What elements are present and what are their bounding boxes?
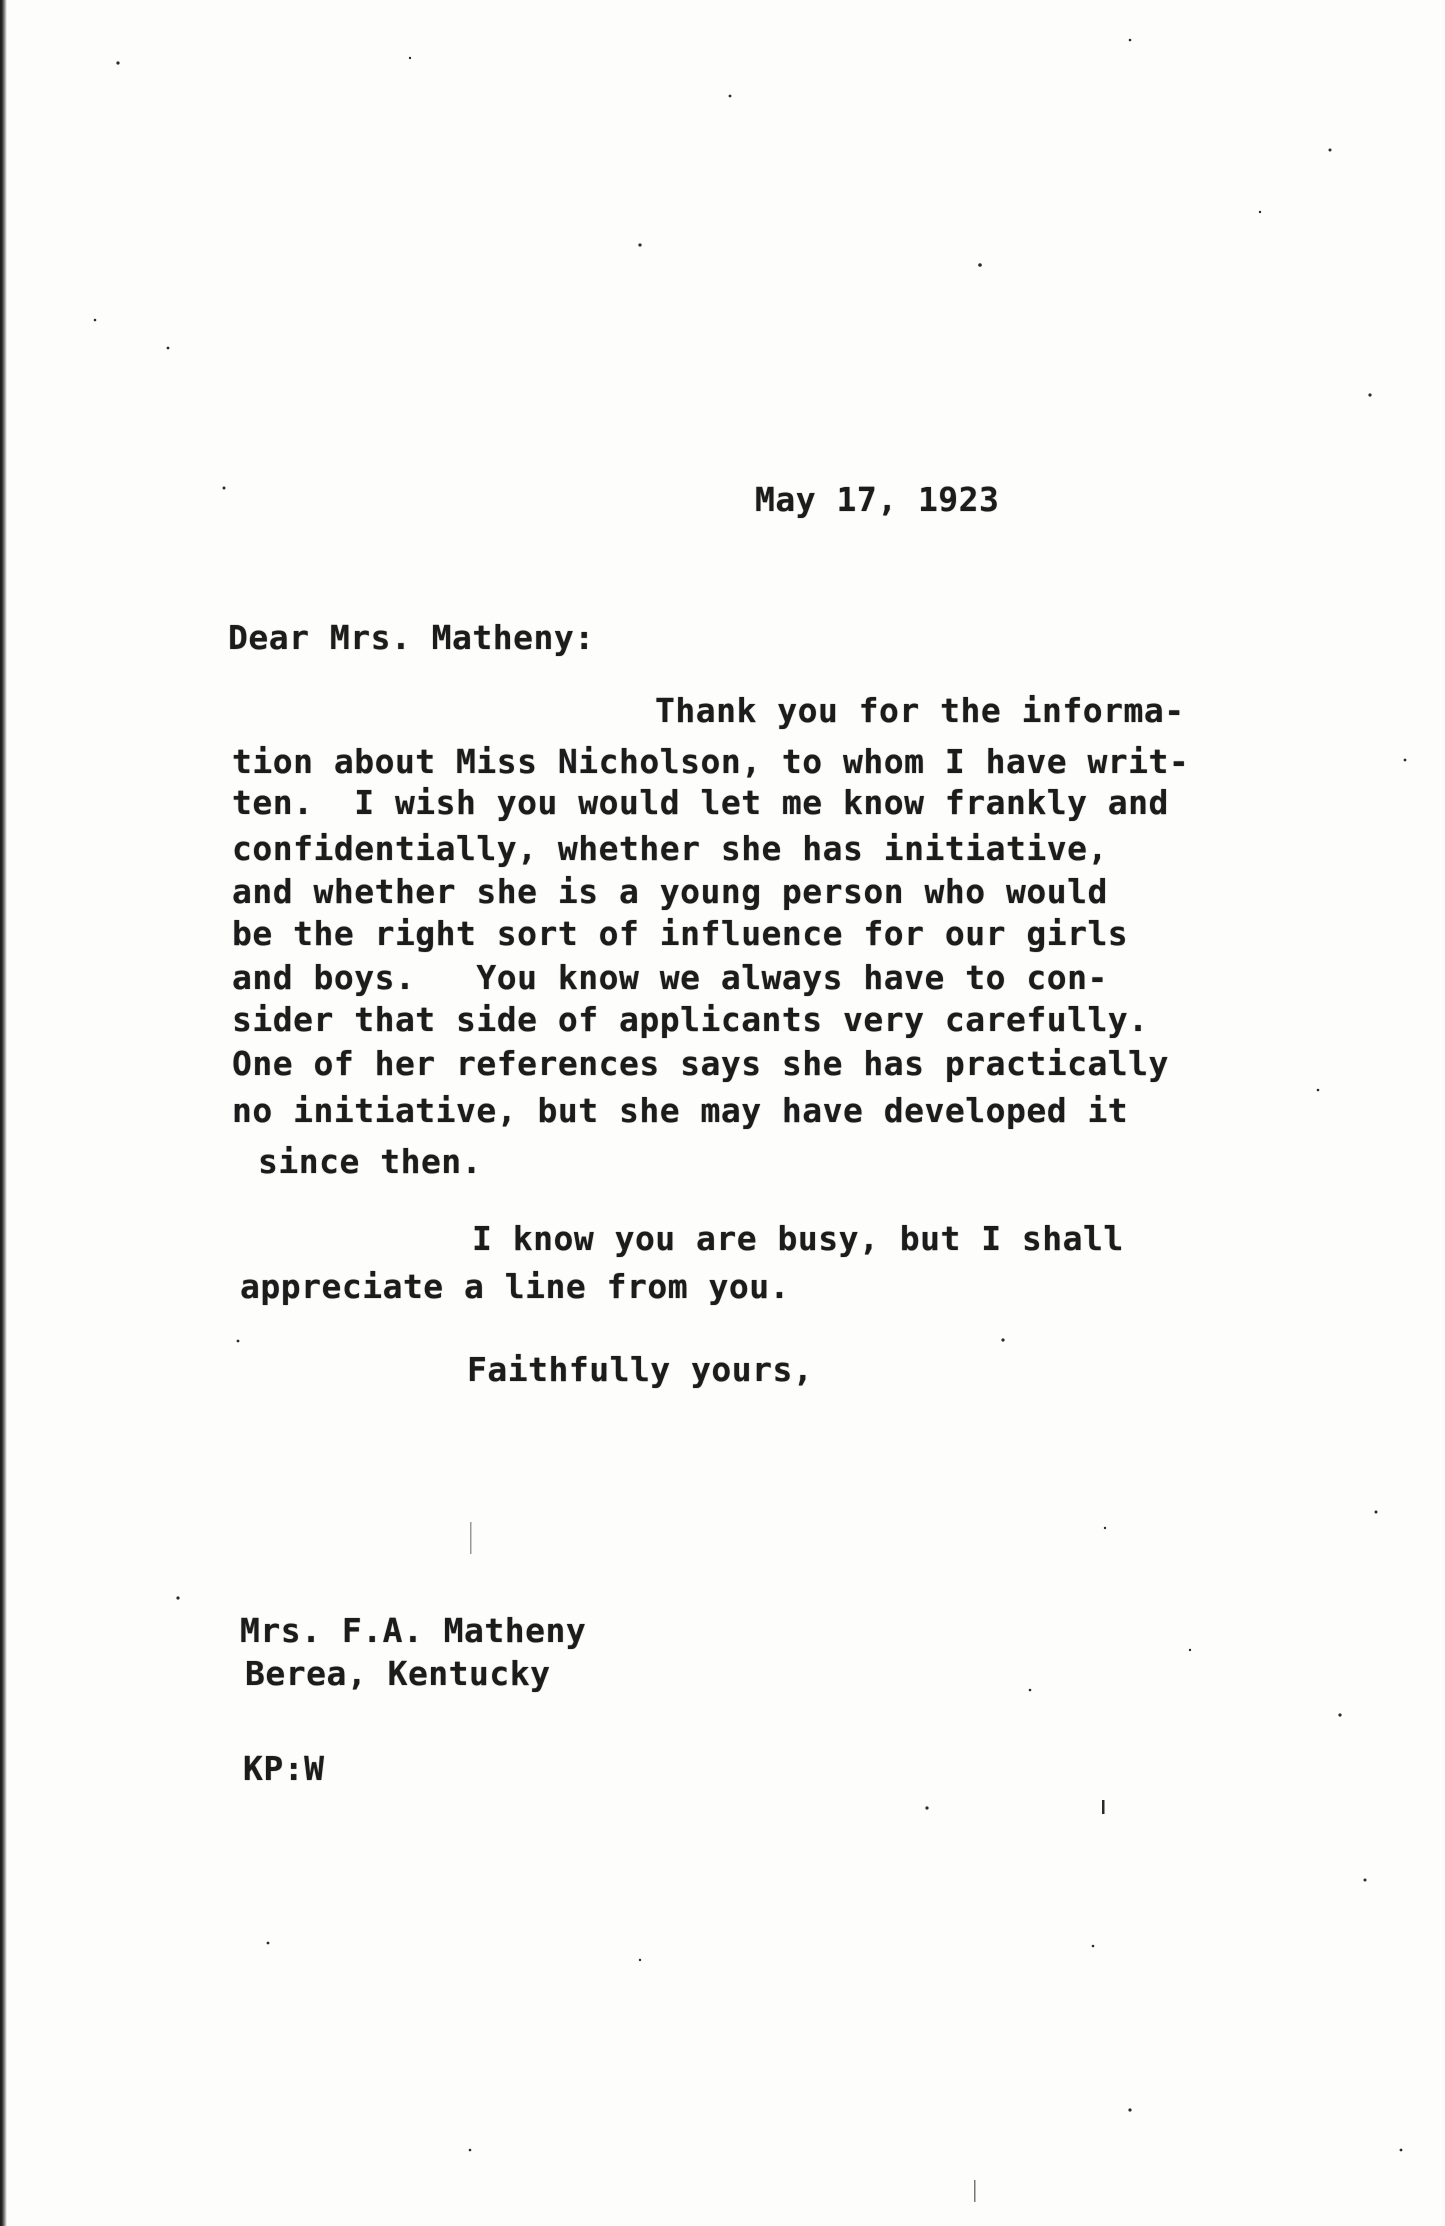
- complimentary-close: Faithfully yours,: [467, 1350, 814, 1389]
- body-line: and whether she is a young person who would: [232, 872, 1108, 911]
- body-line: ten. I wish you would let me know frankly and: [232, 783, 1169, 822]
- body-line: tion about Miss Nicholson, to whom I have writ-: [232, 742, 1190, 781]
- reference-initials: KP:W: [243, 1749, 325, 1788]
- body-line: appreciate a line from you.: [240, 1267, 790, 1306]
- body-line: I know you are busy, but I shall: [472, 1219, 1124, 1258]
- body-line: no initiative, but she may have developed it: [232, 1091, 1129, 1130]
- salutation: Dear Mrs. Matheny:: [228, 618, 595, 657]
- body-line: since then.: [258, 1142, 483, 1181]
- body-line: confidentially, whether she has initiative,: [232, 829, 1108, 868]
- body-line: Thank you for the informa-: [655, 691, 1185, 730]
- recipient-place: Berea, Kentucky: [245, 1654, 551, 1693]
- letter-date: May 17, 1923: [755, 480, 1000, 519]
- body-line: One of her references says she has practically: [232, 1044, 1169, 1083]
- body-line: and boys. You know we always have to con-: [232, 958, 1108, 997]
- body-line: be the right sort of influence for our girls: [232, 914, 1129, 953]
- body-line: sider that side of applicants very carefully.: [232, 1000, 1149, 1039]
- recipient-name: Mrs. F.A. Matheny: [240, 1611, 587, 1650]
